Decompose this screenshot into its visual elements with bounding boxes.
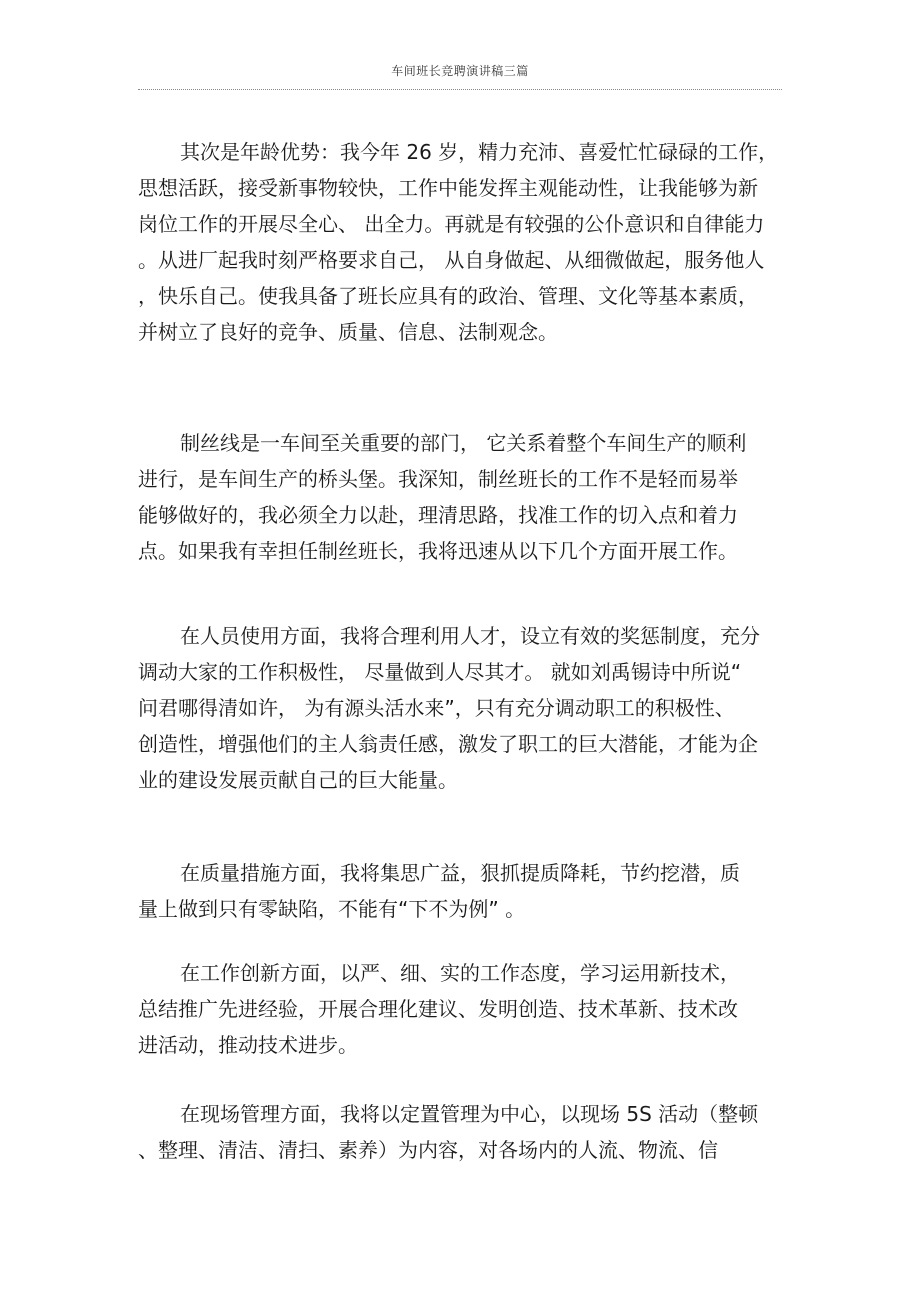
page-header-title: 车间班长竞聘演讲稿三篇 xyxy=(391,64,529,78)
text-line: 进行，是车间生产的桥头堡。我深知，制丝班长的工作不是轻而易举 xyxy=(138,467,738,491)
text-line: 在现场管理方面，我将以定置管理为中心，以现场 5S 活动（整顿 xyxy=(180,1102,759,1126)
paragraph-personnel xyxy=(138,618,760,798)
text-line: 总结推广先进经验，开展合理化建议、发明创造、技术革新、技术改 xyxy=(138,997,738,1021)
text-line: ，快乐自己。使我具备了班长应具有的政治、管理、文化等基本素质， xyxy=(138,284,758,308)
text-line: 岗位工作的开展尽全心、 出全力。再就是有较强的公仆意识和自律能力 xyxy=(138,212,765,236)
text-line: 、整理、清洁、清扫、素养）为内容，对各场内的人流、物流、信 xyxy=(138,1138,718,1162)
text-line: 制丝线是一车间至关重要的部门， 它关系着整个车间生产的顺利 xyxy=(180,431,747,455)
text-line: 问君哪得清如许， 为有源头活水来”，只有充分调动职工的积极性、 xyxy=(138,696,735,720)
text-line: 并树立了良好的竞争、质量、信息、法制观念。 xyxy=(138,320,558,344)
paragraph-silk-line xyxy=(138,425,746,569)
text-line: 点。如果我有幸担任制丝班长，我将迅速从以下几个方面开展工作。 xyxy=(138,539,738,563)
paragraph-innovation xyxy=(138,955,740,1063)
paragraph-quality xyxy=(138,855,740,927)
text-line: 思想活跃，接受新事物较快，工作中能发挥主观能动性，让我能够为新 xyxy=(138,176,758,200)
text-line: 调动大家的工作积极性， 尽量做到人尽其才。 就如刘禹锡诗中所说“ xyxy=(138,660,742,684)
text-line: 进活动，推动技术进步。 xyxy=(138,1033,358,1057)
text-line: 其次是年龄优势：我今年 26 岁，精力充沛、喜爱忙忙碌碌的工作， xyxy=(180,140,779,164)
text-line: 在人员使用方面，我将合理利用人才，设立有效的奖惩制度，充分 xyxy=(180,624,760,648)
paragraph-site-management xyxy=(138,1096,758,1168)
paragraph-age-advantage xyxy=(138,134,778,350)
header-divider xyxy=(138,89,782,90)
text-line: 量上做到只有零缺陷，不能有“下不为例” 。 xyxy=(138,897,526,921)
text-line: 业的建设发展贡献自己的巨大能量。 xyxy=(138,768,458,792)
text-line: 。从进厂起我时刻严格要求自己， 从自身做起、从细微做起，服务他人 xyxy=(138,248,765,272)
text-line: 在质量措施方面，我将集思广益，狠抓提质降耗，节约挖潜，质 xyxy=(180,861,740,885)
text-line: 能够做好的，我必须全力以赴，理清思路，找准工作的切入点和着力 xyxy=(138,503,738,527)
text-line: 创造性，增强他们的主人翁责任感，激发了职工的巨大潜能，才能为企 xyxy=(138,732,758,756)
text-line: 在工作创新方面，以严、细、实的工作态度，学习运用新技术， xyxy=(180,961,740,985)
